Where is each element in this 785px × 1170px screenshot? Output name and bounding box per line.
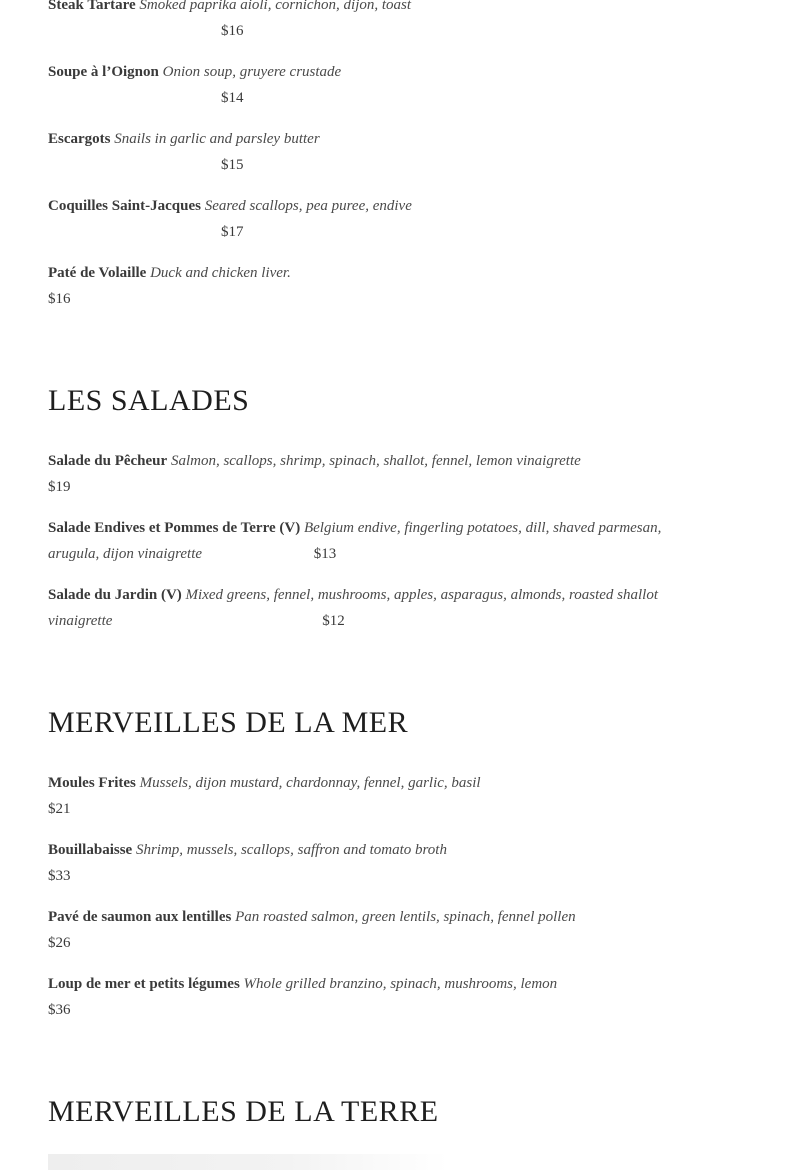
- item-price: $16: [48, 291, 71, 307]
- menu-item: [48, 904, 728, 956]
- item-name: Salade du Pêcheur: [48, 453, 168, 469]
- item-description: Shrimp, mussels, scallops, saffron and tomato broth: [135, 842, 447, 858]
- section-title-salades: LES SALADES: [48, 384, 250, 417]
- item-price: $26: [48, 935, 71, 951]
- menu-item: [48, 515, 708, 567]
- item-name: Bouillabaisse: [48, 842, 133, 858]
- item-name: Pavé de saumon aux lentilles: [48, 909, 232, 925]
- item-description: Mixed greens, fennel, mushrooms, apples, asparagus, almonds, roasted shallot vinaigrette: [48, 587, 659, 629]
- item-name: Salade du Jardin (V): [48, 587, 182, 603]
- item-description: Pan roasted salmon, green lentils, spinach, fennel pollen: [235, 909, 576, 925]
- item-name: Escargots: [48, 131, 111, 147]
- item-description: Duck and chicken liver.: [150, 265, 291, 281]
- item-price: $16: [221, 23, 244, 39]
- item-name: Loup de mer et petits légumes: [48, 976, 240, 992]
- item-description: Seared scallops, pea puree, endive: [204, 198, 412, 214]
- item-price: $14: [221, 90, 244, 106]
- menu-item: [48, 193, 728, 245]
- menu-item: [48, 448, 728, 500]
- item-name: Coquilles Saint-Jacques: [48, 198, 201, 214]
- item-name: Soupe à l’Oignon: [48, 64, 159, 80]
- item-price: $19: [48, 479, 71, 495]
- item-name: Moules Frites: [48, 775, 136, 791]
- item-price: $17: [221, 224, 244, 240]
- item-description: Salmon, scallops, shrimp, spinach, shallot, fennel, lemon vinaigrette: [170, 453, 581, 469]
- menu-item: [48, 59, 728, 111]
- item-price: $21: [48, 801, 71, 817]
- item-description: Onion soup, gruyere crustade: [162, 64, 342, 80]
- item-price: $33: [48, 868, 71, 884]
- item-price: $13: [313, 546, 337, 562]
- item-name: Salade Endives et Pommes de Terre (V): [48, 520, 301, 536]
- item-description: Mussels, dijon mustard, chardonnay, fennel, garlic, basil: [139, 775, 481, 791]
- menu-item: [48, 837, 728, 889]
- menu-item: [48, 126, 728, 178]
- item-price: $15: [221, 157, 244, 173]
- menu-item: [48, 582, 698, 634]
- item-description: Whole grilled branzino, spinach, mushrooms, lemon: [243, 976, 558, 992]
- menu-item: [48, 260, 728, 312]
- section-title-mer: MERVEILLES DE LA MER: [48, 706, 409, 739]
- item-description: Smoked paprika aioli, cornichon, dijon, toast: [139, 0, 412, 13]
- menu-item: [48, 770, 728, 822]
- section-title-terre: MERVEILLES DE LA TERRE: [48, 1095, 439, 1128]
- menu-item: [48, 971, 728, 1023]
- item-name: Paté de Volaille: [48, 265, 147, 281]
- item-description: Belgium endive, fingerling potatoes, dill, shaved parmesan, arugula, dijon vinaigrette: [48, 520, 662, 562]
- menu-item: [48, 0, 728, 44]
- cut-off-content: [48, 1154, 448, 1170]
- item-price: $12: [322, 613, 345, 629]
- item-price: $36: [48, 1002, 71, 1018]
- item-name: Steak Tartare: [48, 0, 136, 13]
- item-description: Snails in garlic and parsley butter: [114, 131, 320, 147]
